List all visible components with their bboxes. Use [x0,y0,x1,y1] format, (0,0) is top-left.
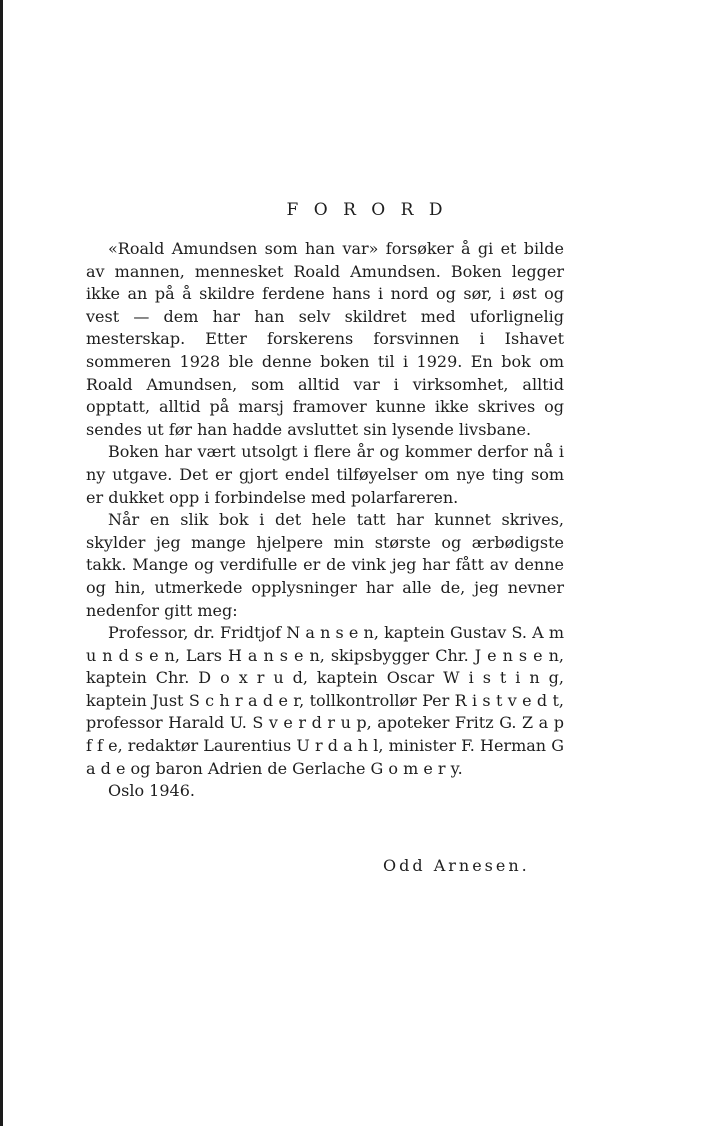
preface-body [86,238,564,803]
paragraph-1: «Roald Amundsen som han var» forsøker å gi et bilde av mannen, mennesket Roald Amundsen. Boken legger ikke an på å skildre ferdene hans i nord og sør, i øst og vest — dem har han selv skildret med uforlignelig mesterskap. Etter forskerens forsvinnen i Ishavet sommeren 1928 ble denne boken til i 1929. En bok om Roald Amundsen, som alltid var i virksomhet, alltid opptatt, alltid på marsj framover kunne ikke skrives og sendes ut før han hadde avsluttet sin lysende livsbane. [86,239,564,439]
paragraph-2: Boken har vært utsolgt i flere år og kommer derfor nå i ny utgave. Det er gjort endel tilføyelser om nye ting som er dukket opp i forbindelse med polarfareren. [86,442,564,507]
paragraph-3: Når en slik bok i det hele tatt har kunnet skrives, skylder jeg mange hjelpere min største og ærbødigste takk. Mange og verdifulle er de vink jeg har fått av denne og hin, utmerkede opplysninger har alle de, jeg nevner nedenfor gitt meg: [86,510,564,620]
author-signature: Odd Arnesen. [383,856,530,875]
page-title: F O R O R D [286,200,448,220]
place-date: Oslo 1946. [108,781,195,801]
paragraph-acknowledgements: Professor, dr. Fridtjof N a n s e n, kaptein Gustav S. A m u n d s e n, Lars H a n s e n, skipsbygger Chr. J e n s e n, kaptein Chr. D o x r u d, kaptein Oscar W i s t i n g, kaptein Just S c h r a d e r, tollkontrollør Per R i s t v e d t, professor Harald U. S v e r d r u p, apoteker Fritz G. Z a p f f e, redaktør Laurentius U r d a h l, minister F. Herman G a d e og baron Adrien de Gerlache G o m e r y. [86,623,564,778]
